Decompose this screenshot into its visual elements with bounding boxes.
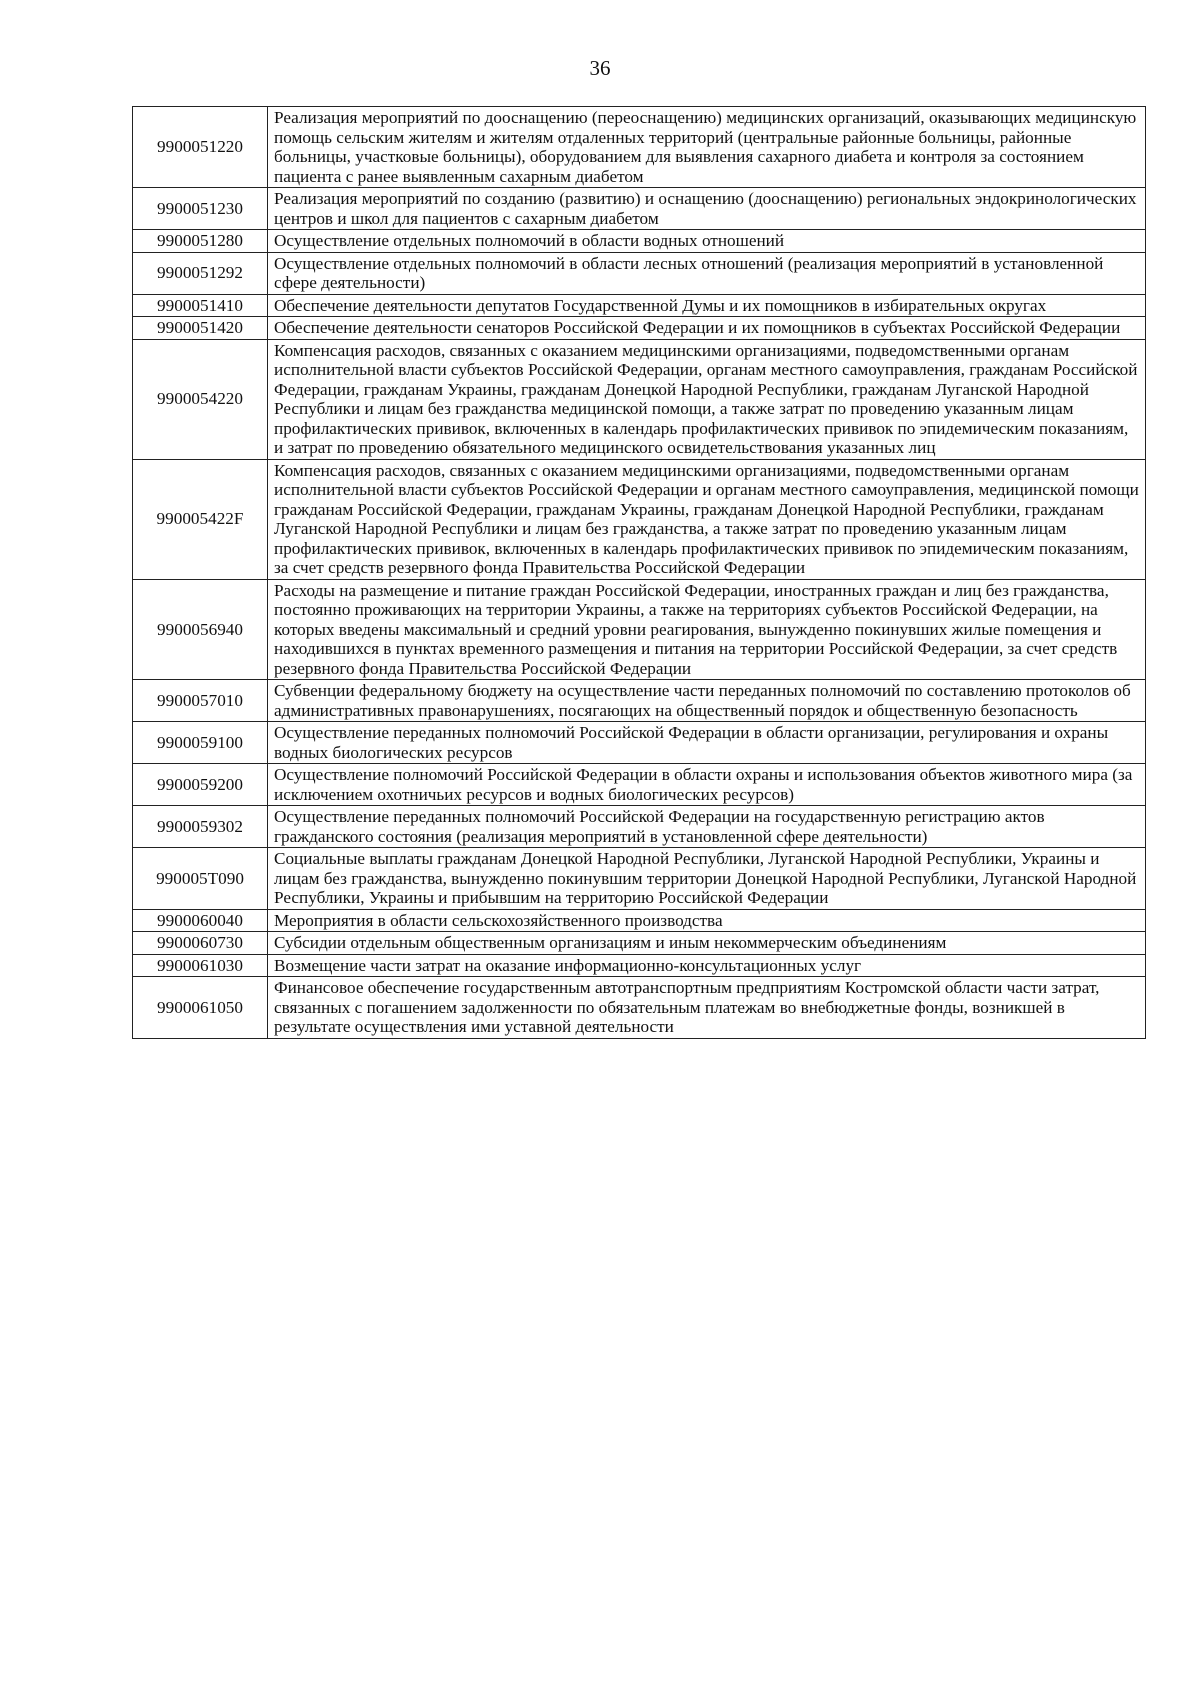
- row-description: Возмещение части затрат на оказание информационно-консультационных услуг: [268, 954, 1146, 977]
- row-description: Осуществление отдельных полномочий в области лесных отношений (реализация мероприятий в установленной сфере деятельности): [268, 252, 1146, 294]
- row-code: 9900051410: [133, 294, 268, 317]
- table-row: [133, 252, 1146, 294]
- table-row: [133, 579, 1146, 680]
- table-row: [133, 932, 1146, 955]
- row-description: Реализация мероприятий по дооснащению (переоснащению) медицинских организаций, оказывающих медицинскую помощь сельским жителям и жителям отдаленных территорий (центральные районные больницы, районные больницы, участковые больницы), оборудованием для выявления сахарного диабета и контроля за состоянием пациента с ранее выявленным сахарным диабетом: [268, 107, 1146, 188]
- row-code: 990005Т090: [133, 848, 268, 910]
- row-description: Осуществление отдельных полномочий в области водных отношений: [268, 230, 1146, 253]
- row-description: Компенсация расходов, связанных с оказанием медицинскими организациями, подведомственными органам исполнительной власти субъектов Российской Федерации, органам местного самоуправления, гражданам Российской Федерации, гражданам Украины, гражданам Донецкой Народной Республики, гражданам Луганской Народной Республики и лицам без гражданства медицинской помощи, а также затрат по проведению указанным лицам профилактических прививок, включенных в календарь профилактических прививок по эпидемическим показаниям, и затрат по проведению обязательного медицинского освидетельствования указанных лиц: [268, 339, 1146, 459]
- row-description: Расходы на размещение и питание граждан Российской Федерации, иностранных граждан и лиц без гражданства, постоянно проживающих на территории Украины, а также на территориях субъектов Российской Федерации, на которых введены максимальный и средний уровни реагирования, вынужденно покинувших жилые помещения и находившихся в пунктах временного размещения и питания на территории Российской Федерации, за счет средств резервного фонда Правительства Российской Федерации: [268, 579, 1146, 680]
- row-description: Субсидии отдельным общественным организациям и иным некоммерческим объединениям: [268, 932, 1146, 955]
- row-code: 9900057010: [133, 680, 268, 722]
- row-description: Мероприятия в области сельскохозяйственного производства: [268, 909, 1146, 932]
- row-description: Осуществление полномочий Российской Федерации в области охраны и использования объектов животного мира (за исключением охотничьих ресурсов и водных биологических ресурсов): [268, 764, 1146, 806]
- table-row: [133, 339, 1146, 459]
- row-code: 9900054220: [133, 339, 268, 459]
- table-row: [133, 230, 1146, 253]
- table-row: [133, 806, 1146, 848]
- row-code: 9900051292: [133, 252, 268, 294]
- row-description: Компенсация расходов, связанных с оказанием медицинскими организациями, подведомственными органам исполнительной власти субъектов Российской Федерации и органам местного самоуправления, медицинской помощи гражданам Российской Федерации, гражданам Украины, гражданам Донецкой Народной Республики, гражданам Луганской Народной Республики и лицам без гражданства, а также затрат по проведению указанным лицам профилактических прививок, включенных в календарь профилактических прививок по эпидемическим показаниям, за счет средств резервного фонда Правительства Российской Федерации: [268, 459, 1146, 579]
- row-code: 9900059200: [133, 764, 268, 806]
- table-row: [133, 317, 1146, 340]
- table-row: [133, 459, 1146, 579]
- row-code: 9900061050: [133, 977, 268, 1039]
- table-row: [133, 764, 1146, 806]
- table-row: [133, 680, 1146, 722]
- row-description: Субвенции федеральному бюджету на осуществление части переданных полномочий по составлению протоколов об административных правонарушениях, посягающих на общественный порядок и общественную безопасность: [268, 680, 1146, 722]
- row-description: Реализация мероприятий по созданию (развитию) и оснащению (дооснащению) региональных эндокринологических центров и школ для пациентов с сахарным диабетом: [268, 188, 1146, 230]
- table-row: [133, 848, 1146, 910]
- table-row: [133, 722, 1146, 764]
- table-row: [133, 954, 1146, 977]
- row-code: 9900060040: [133, 909, 268, 932]
- table-body: [133, 107, 1146, 1039]
- table-row: [133, 977, 1146, 1039]
- row-code: 9900059100: [133, 722, 268, 764]
- table-row: [133, 909, 1146, 932]
- row-code: 9900051220: [133, 107, 268, 188]
- page-number: 36: [589, 56, 611, 80]
- row-description: Финансовое обеспечение государственным автотранспортным предприятиям Костромской области части затрат, связанных с погашением задолженности по обязательным платежам во внебюджетные фонды, возникшей в результате осуществления ими уставной деятельности: [268, 977, 1146, 1039]
- row-code: 9900060730: [133, 932, 268, 955]
- row-code: 9900051230: [133, 188, 268, 230]
- table-row: [133, 107, 1146, 188]
- row-description: Осуществление переданных полномочий Российской Федерации в области организации, регулирования и охраны водных биологических ресурсов: [268, 722, 1146, 764]
- row-description: Социальные выплаты гражданам Донецкой Народной Республики, Луганской Народной Республики, Украины и лицам без гражданства, вынужденно покинувшим территории Донецкой Народной Республики, Луганской Народной Республики, Украины и прибывшим на территорию Российской Федерации: [268, 848, 1146, 910]
- table-row: [133, 294, 1146, 317]
- budget-classification-table: [132, 106, 1146, 1039]
- row-code: 9900061030: [133, 954, 268, 977]
- row-description: Обеспечение деятельности депутатов Государственной Думы и их помощников в избирательных округах: [268, 294, 1146, 317]
- row-description: Осуществление переданных полномочий Российской Федерации на государственную регистрацию актов гражданского состояния (реализация мероприятий в установленной сфере деятельности): [268, 806, 1146, 848]
- row-description: Обеспечение деятельности сенаторов Российской Федерации и их помощников в субъектах Российской Федерации: [268, 317, 1146, 340]
- row-code: 9900056940: [133, 579, 268, 680]
- row-code: 990005422F: [133, 459, 268, 579]
- table-row: [133, 188, 1146, 230]
- row-code: 9900059302: [133, 806, 268, 848]
- row-code: 9900051420: [133, 317, 268, 340]
- row-code: 9900051280: [133, 230, 268, 253]
